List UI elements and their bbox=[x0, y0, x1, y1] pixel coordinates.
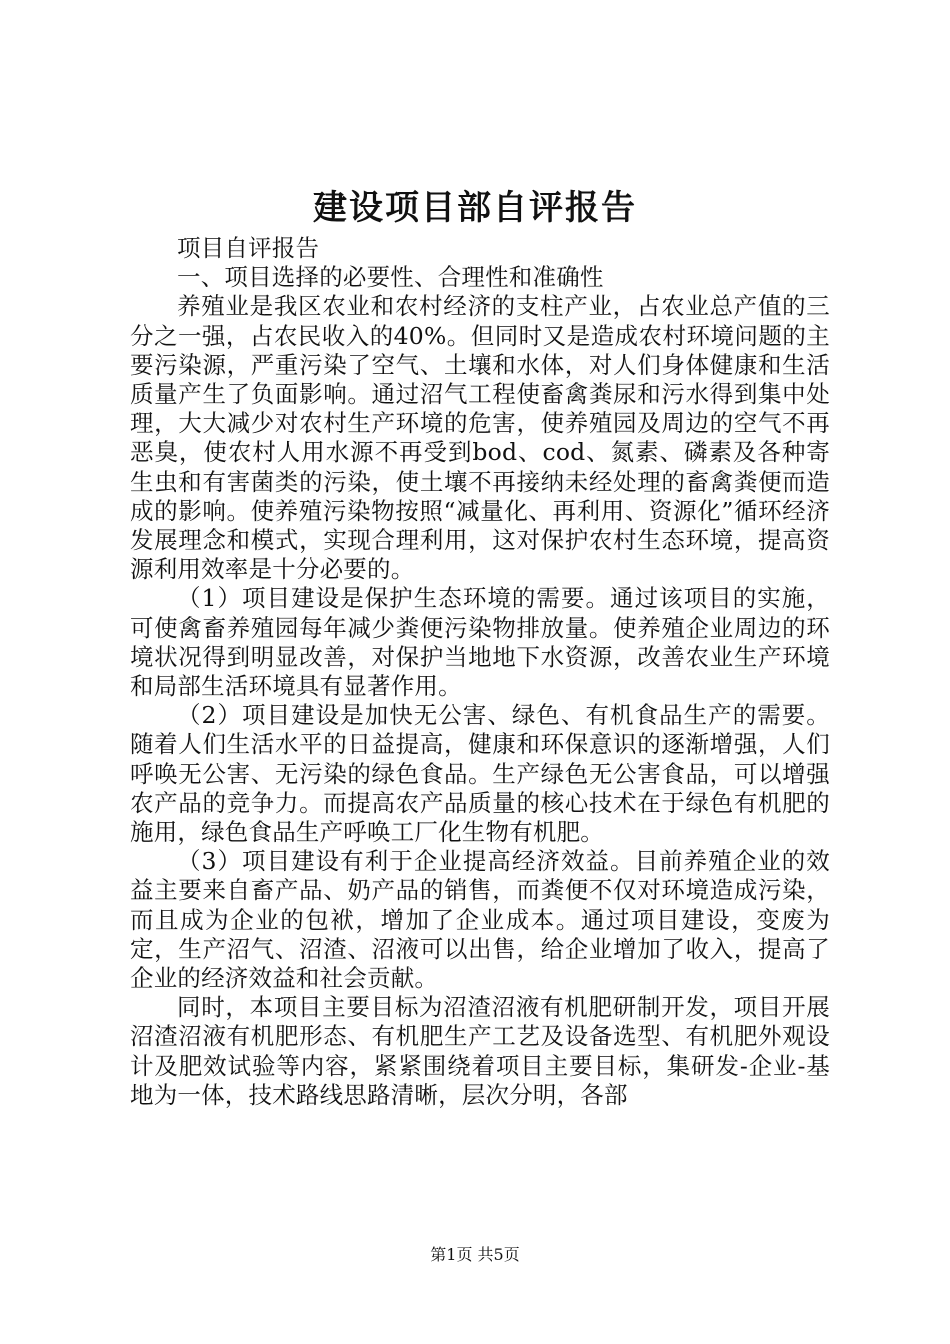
page-footer: 第1页 共5页 bbox=[430, 1245, 520, 1264]
paragraph: （3）项目建设有利于企业提高经济效益。目前养殖企业的效益主要来自畜产品、奶产品的销售，而粪便不仅对环境造成污染，而且成为企业的包袱，增加了企业成本。通过项目建设，变废为定，生产沼气、沼渣、沼液可以出售，给企业增加了收入，提高了企业的经济效益和社会贡献。 bbox=[130, 847, 830, 993]
paragraph: 同时，本项目主要目标为沼渣沼液有机肥研制开发，项目开展沼渣沼液有机肥形态、有机肥生产工艺及设备选型、有机肥外观设计及肥效试验等内容，紧紧围绕着项目主要目标，集研发-企业-基地为一体，技术路线思路清晰，层次分明，各部 bbox=[130, 993, 830, 1109]
paragraph-section-heading: 一、项目选择的必要性、合理性和准确性 bbox=[177, 263, 604, 292]
paragraph: （2）项目建设是加快无公害、绿色、有机食品生产的需要。随着人们生活水平的日益提高，健康和环保意识的逐渐增强，人们呼唤无公害、无污染的绿色食品。生产绿色无公害食品，可以增强农产品的竞争力。而提高农产品质量的核心技术在于绿色有机肥的施用，绿色食品生产呼唤工厂化生物有机肥。 bbox=[130, 701, 830, 847]
paragraph: （1）项目建设是保护生态环境的需要。通过该项目的实施，可使禽畜养殖园每年减少粪便污染物排放量。使养殖企业周边的环境状况得到明显改善，对保护当地地下水资源，改善农业生产环境和局部生活环境具有显著作用。 bbox=[130, 584, 830, 701]
paragraph-subtitle: 项目自评报告 bbox=[177, 234, 320, 262]
document-title: 建设项目部自评报告 bbox=[313, 188, 637, 228]
document-body bbox=[130, 234, 830, 1110]
paragraph: 养殖业是我区农业和农村经济的支柱产业，占农业总产值的三分之一强，占农民收入的40%。但同时又是造成农村环境问题的主要污染源，严重污染了空气、土壤和水体，对人们身体健康和生活质量产生了负面影响。通过沼气工程使畜禽粪尿和污水得到集中处理，大大减少对农村生产环境的危害，使养殖园及周边的空气不再恶臭，使农村人用水源不再受到bod、cod、氮素、磷素及各种寄生虫和有害菌类的污染，使土壤不再接纳未经处理的畜禽粪便而造成的影响。使养殖污染物按照“减量化、再利用、资源化”循环经济发展理念和模式，实现合理利用，这对保护农村生态环境，提高资源利用效率是十分必要的。 bbox=[130, 292, 830, 584]
